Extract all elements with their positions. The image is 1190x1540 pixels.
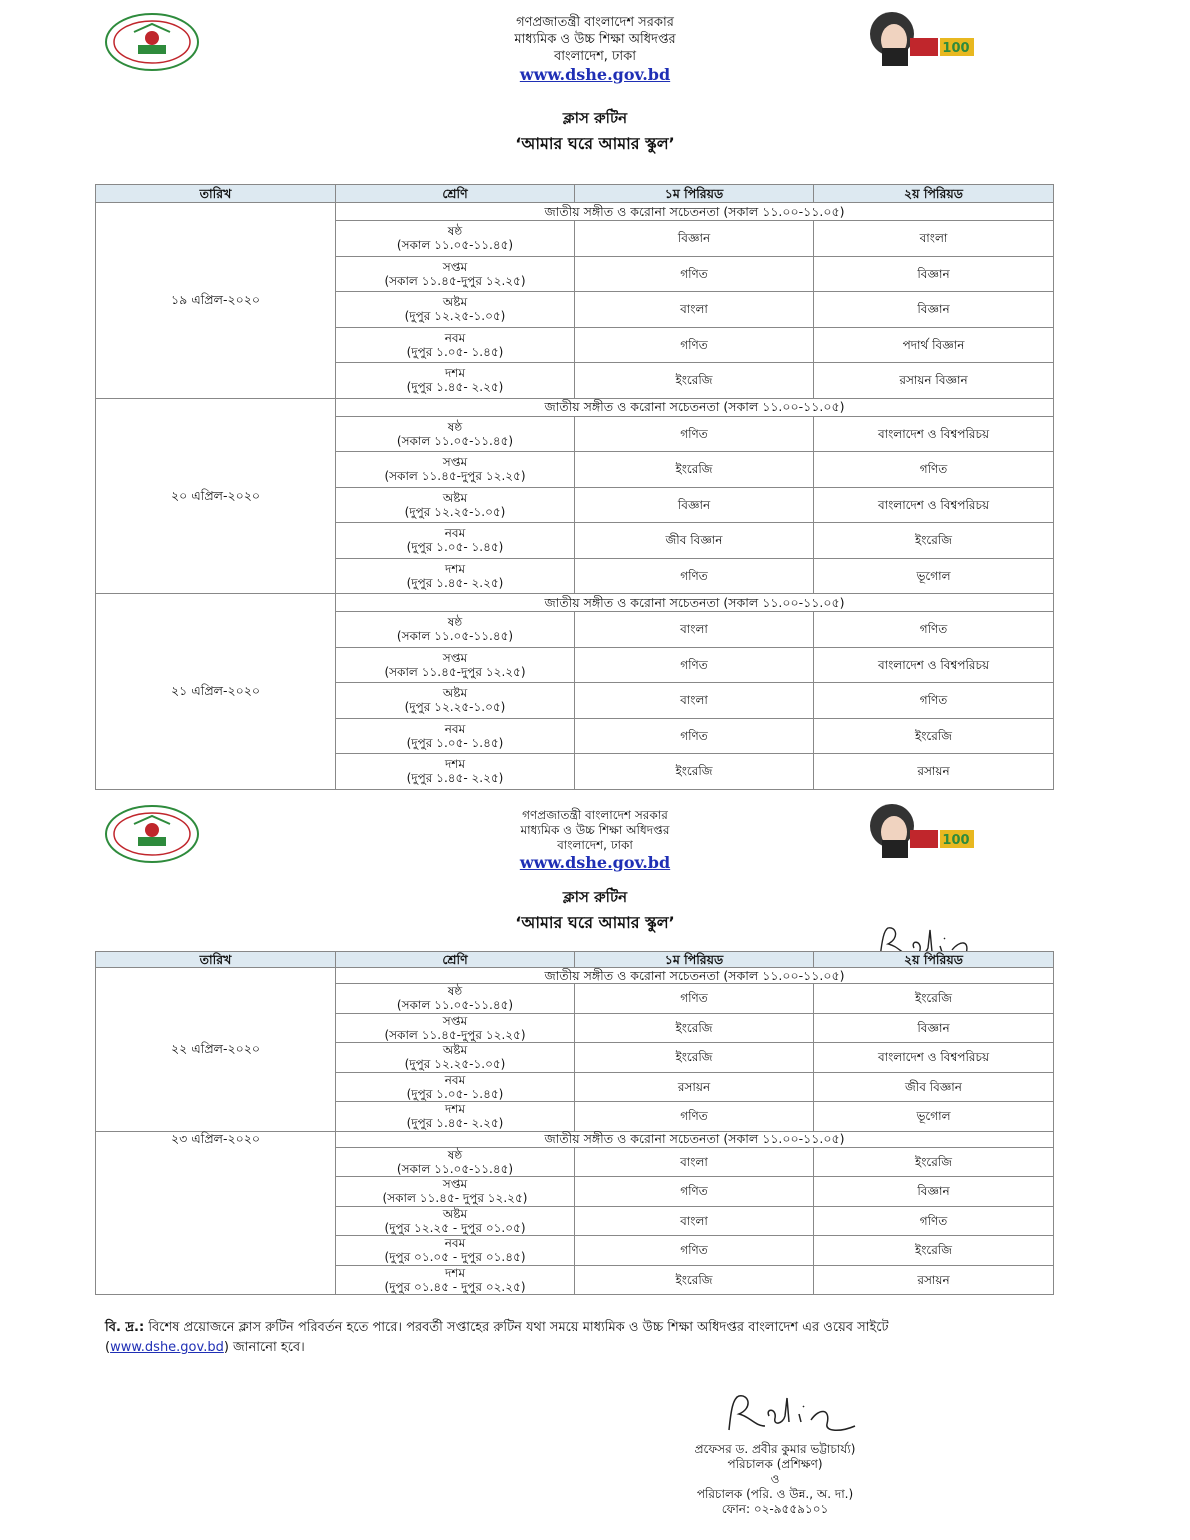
routine-table-2: [95, 951, 1054, 1295]
footnote-text-1: বিশেষ প্রয়োজনে ক্লাস রুটিন পরিবর্তন হতে পারে। পরবর্তী সপ্তাহের রুটিন যথা সময়ে মাধ্যমিক ও উচ্চ শিক্ষা অধিদপ্তর বাংলাদেশ এর ওয়েব সাইটে (: [105, 1320, 889, 1355]
table-header-row: [96, 952, 1054, 968]
signatory-phone: ফোন: ০২-৯৫৫৯১০১: [721, 1502, 829, 1516]
class-cell: [336, 718, 575, 754]
class-cell: [336, 416, 575, 452]
period-1-cell: গণিত: [575, 1236, 814, 1266]
period-1-cell: ইংরেজি: [575, 452, 814, 488]
period-2-cell: বাংলাদেশ ও বিশ্বপরিচয়: [814, 416, 1054, 452]
period-1-cell: বাংলা: [575, 1206, 814, 1236]
period-2-cell: রসায়ন বিজ্ঞান: [814, 363, 1054, 399]
class-time: (সকাল ১১.০৫-১১.৪৫): [396, 433, 514, 448]
date-cell: ২৩ এপ্রিল-২০২০: [96, 1131, 336, 1295]
gov-line3: বাংলাদেশ, ঢাকা: [557, 838, 633, 852]
class-cell: [336, 523, 575, 559]
period-2-cell: বিজ্ঞান: [814, 292, 1054, 328]
footnote-text-2: ) জানানো হবে।: [223, 1340, 305, 1355]
period-2-cell: ভূগোল: [814, 558, 1054, 594]
gov-line1: গণপ্রজাতন্ত্রী বাংলাদেশ সরকার: [522, 808, 668, 822]
class-time: (সকাল ১১.০৫-১১.৪৫): [396, 1161, 514, 1176]
date-cell: ২১ এপ্রিল-২০২০: [96, 594, 336, 790]
svg-text:100: 100: [942, 41, 970, 56]
class-time: (দুপুর ১২.২৫-১.০৫): [404, 700, 506, 715]
class-name: দশম: [444, 366, 466, 381]
signatory-block: [560, 1442, 990, 1517]
table-row: [96, 968, 1054, 984]
class-cell: [336, 1265, 575, 1295]
period-1-cell: গণিত: [575, 984, 814, 1014]
period-1-cell: ইংরেজি: [575, 1013, 814, 1043]
svg-text:100: 100: [942, 833, 970, 848]
class-name: ষষ্ঠ: [447, 615, 463, 630]
period-1-cell: বাংলা: [575, 683, 814, 719]
class-time: (দুপুর ১২.২৫ - দুপুর ০১.০৫): [384, 1220, 526, 1235]
class-cell: [336, 292, 575, 328]
period-2-cell: বাংলাদেশ ও বিশ্বপরিচয়: [814, 1043, 1054, 1073]
class-time: (দুপুর ১২.২৫-১.০৫): [404, 1057, 506, 1072]
anthem-cell: জাতীয় সঙ্গীত ও করোনা সচেতনতা (সকাল ১১.০০-১১.০৫): [336, 594, 1054, 612]
period-2-cell: বিজ্ঞান: [814, 1177, 1054, 1207]
period-2-cell: পদার্থ বিজ্ঞান: [814, 327, 1054, 363]
class-time: (দুপুর ০১.০৫ - দুপুর ০১.৪৫): [384, 1250, 526, 1265]
column-header: ১ম পিরিয়ড: [575, 952, 814, 968]
gov-line3: বাংলাদেশ, ঢাকা: [553, 49, 637, 64]
class-cell: [336, 1147, 575, 1177]
class-name: নবম: [444, 1072, 466, 1087]
class-time: (সকাল ১১.০৫-১১.৪৫): [396, 629, 514, 644]
class-cell: [336, 754, 575, 790]
class-time: (দুপুর ১২.২৫-১.০৫): [404, 309, 506, 324]
footnote-prefix: বি. দ্র.:: [105, 1320, 145, 1335]
class-cell: [336, 647, 575, 683]
class-time: (সকাল ১১.৪৫-দুপুর ১২.২৫): [384, 273, 526, 288]
period-2-cell: ইংরেজি: [814, 1147, 1054, 1177]
table-header-row: [96, 185, 1054, 203]
class-name: সপ্তম: [442, 455, 468, 470]
class-cell: [336, 256, 575, 292]
class-name: দশম: [444, 757, 466, 772]
class-cell: [336, 487, 575, 523]
class-time: (দুপুর ০১.৪৫ - দুপুর ০২.২৫): [384, 1279, 526, 1294]
column-header: তারিখ: [96, 952, 336, 968]
class-cell: [336, 1043, 575, 1073]
anthem-cell: জাতীয় সঙ্গীত ও করোনা সচেতনতা (সকাল ১১.০০-১১.০৫): [336, 203, 1054, 221]
class-time: (দুপুর ১.৪৫- ২.২৫): [406, 380, 504, 395]
period-1-cell: বিজ্ঞান: [575, 221, 814, 257]
class-name: অষ্টম: [442, 686, 468, 701]
date-cell: ১৯ এপ্রিল-২০২০: [96, 203, 336, 399]
anthem-cell: জাতীয় সঙ্গীত ও করোনা সচেতনতা (সকাল ১১.০০-১১.০৫): [336, 1131, 1054, 1147]
class-cell: [336, 1072, 575, 1102]
class-cell: [336, 327, 575, 363]
period-1-cell: ইংরেজি: [575, 1043, 814, 1073]
class-time: (দুপুর ১.০৫- ১.৪৫): [406, 735, 504, 750]
column-header: তারিখ: [96, 185, 336, 203]
period-1-cell: ইংরেজি: [575, 363, 814, 399]
gov-line2: মাধ্যমিক ও উচ্চ শিক্ষা অধিদপ্তর: [514, 32, 676, 47]
date-cell: ২২ এপ্রিল-২০২০: [96, 968, 336, 1132]
class-cell: [336, 221, 575, 257]
class-time: (সকাল ১১.০৫-১১.৪৫): [396, 238, 514, 253]
period-1-cell: গণিত: [575, 416, 814, 452]
signatory-role-2: পরিচালক (পরি. ও উন্ন., অ. দা.): [696, 1487, 854, 1501]
period-1-cell: বাংলা: [575, 1147, 814, 1177]
class-time: (সকাল ১১.০৫-১১.৪৫): [396, 998, 514, 1013]
period-2-cell: গণিত: [814, 452, 1054, 488]
class-time: (দুপুর ১.৪৫- ২.২৫): [406, 575, 504, 590]
routine-title: ক্লাস রুটিন: [562, 109, 628, 127]
class-time: (দুপুর ১.০৫- ১.৪৫): [406, 344, 504, 359]
period-1-cell: বিজ্ঞান: [575, 487, 814, 523]
column-header: শ্রেণি: [336, 952, 575, 968]
class-name: ষষ্ঠ: [447, 224, 463, 239]
class-name: নবম: [444, 330, 466, 345]
gov-line1: গণপ্রজাতন্ত্রী বাংলাদেশ সরকার: [516, 15, 674, 30]
class-name: সপ্তম: [442, 1013, 468, 1028]
period-1-cell: ইংরেজি: [575, 1265, 814, 1295]
period-1-cell: গণিত: [575, 1102, 814, 1132]
anthem-cell: জাতীয় সঙ্গীত ও করোনা সচেতনতা (সকাল ১১.০০-১১.০৫): [336, 968, 1054, 984]
class-cell: [336, 363, 575, 399]
gov-line2: মাধ্যমিক ও উচ্চ শিক্ষা অধিদপ্তর: [520, 823, 670, 837]
mujib-100-logo-icon: [864, 796, 979, 860]
class-name: সপ্তম: [442, 1177, 468, 1192]
class-name: ষষ্ঠ: [447, 984, 463, 999]
class-time: (সকাল ১১.৪৫-দুপুর ১২.২৫): [384, 664, 526, 679]
signatory-and: ও: [770, 1472, 780, 1486]
class-cell: [336, 1177, 575, 1207]
period-2-cell: রসায়ন: [814, 754, 1054, 790]
class-name: দশম: [444, 561, 466, 576]
class-name: নবম: [444, 526, 466, 541]
routine-subtitle: ‘আমার ঘরে আমার স্কুল’: [515, 134, 675, 153]
class-name: অষ্টম: [442, 490, 468, 505]
class-cell: [336, 1236, 575, 1266]
class-name: দশম: [444, 1265, 466, 1280]
class-time: (দুপুর ১২.২৫-১.০৫): [404, 504, 506, 519]
signature-icon: [715, 1386, 865, 1438]
column-header: ২য় পিরিয়ড: [814, 952, 1054, 968]
period-1-cell: গণিত: [575, 718, 814, 754]
period-2-cell: ইংরেজি: [814, 1236, 1054, 1266]
period-2-cell: ইংরেজি: [814, 984, 1054, 1014]
titles-1: [0, 106, 1190, 158]
class-time: (দুপুর ১.৪৫- ২.২৫): [406, 771, 504, 786]
class-name: ষষ্ঠ: [447, 1147, 463, 1162]
routine-table-1: [95, 184, 1054, 790]
class-time: (সকাল ১১.৪৫-দুপুর ১২.২৫): [384, 1027, 526, 1042]
period-1-cell: গণিত: [575, 1177, 814, 1207]
period-2-cell: বিজ্ঞান: [814, 1013, 1054, 1043]
class-time: (দুপুর ১.০৫- ১.৪৫): [406, 1086, 504, 1101]
table-row: [96, 1131, 1054, 1147]
class-cell: [336, 1013, 575, 1043]
website-link[interactable]: www.dshe.gov.bd: [519, 853, 671, 872]
titles-2: [0, 885, 1190, 937]
period-2-cell: রসায়ন: [814, 1265, 1054, 1295]
footnote-link[interactable]: www.dshe.gov.bd: [110, 1340, 224, 1355]
period-2-cell: ভূগোল: [814, 1102, 1054, 1132]
date-cell: ২০ এপ্রিল-২০২০: [96, 398, 336, 594]
period-2-cell: গণিত: [814, 683, 1054, 719]
class-cell: [336, 984, 575, 1014]
column-header: ১ম পিরিয়ড: [575, 185, 814, 203]
period-2-cell: ইংরেজি: [814, 718, 1054, 754]
footnote: [105, 1318, 1005, 1358]
class-name: অষ্টম: [442, 295, 468, 310]
routine-title: ক্লাস রুটিন: [562, 888, 628, 906]
period-1-cell: গণিত: [575, 647, 814, 683]
class-cell: [336, 558, 575, 594]
period-1-cell: বাংলা: [575, 612, 814, 648]
class-cell: [336, 452, 575, 488]
period-2-cell: বাংলা: [814, 221, 1054, 257]
mujib-100-logo-icon: [864, 4, 979, 68]
class-name: দশম: [444, 1102, 466, 1117]
period-1-cell: গণিত: [575, 256, 814, 292]
signatory-name: প্রফেসর ড. প্রবীর কুমার ভট্টাচার্য্য): [694, 1442, 856, 1456]
period-1-cell: গণিত: [575, 327, 814, 363]
class-cell: [336, 1206, 575, 1236]
class-name: অষ্টম: [442, 1206, 468, 1221]
class-cell: [336, 1102, 575, 1132]
class-name: অষ্টম: [442, 1043, 468, 1058]
column-header: ২য় পিরিয়ড: [814, 185, 1054, 203]
period-2-cell: গণিত: [814, 612, 1054, 648]
website-link[interactable]: www.dshe.gov.bd: [519, 65, 671, 84]
period-2-cell: বাংলাদেশ ও বিশ্বপরিচয়: [814, 647, 1054, 683]
class-name: সপ্তম: [442, 650, 468, 665]
period-1-cell: বাংলা: [575, 292, 814, 328]
period-2-cell: ইংরেজি: [814, 523, 1054, 559]
class-name: নবম: [444, 1236, 466, 1251]
table-row: [96, 594, 1054, 612]
table-row: [96, 398, 1054, 416]
class-time: (সকাল ১১.৪৫-দুপুর ১২.২৫): [384, 469, 526, 484]
class-name: সপ্তম: [442, 259, 468, 274]
period-2-cell: গণিত: [814, 1206, 1054, 1236]
period-1-cell: গণিত: [575, 558, 814, 594]
class-time: (দুপুর ১.০৫- ১.৪৫): [406, 540, 504, 555]
period-2-cell: বিজ্ঞান: [814, 256, 1054, 292]
period-1-cell: ইংরেজি: [575, 754, 814, 790]
anthem-cell: জাতীয় সঙ্গীত ও করোনা সচেতনতা (সকাল ১১.০০-১১.০৫): [336, 398, 1054, 416]
class-time: (দুপুর ১.৪৫- ২.২৫): [406, 1116, 504, 1131]
routine-subtitle: ‘আমার ঘরে আমার স্কুল’: [515, 913, 675, 932]
class-time: (সকাল ১১.৪৫- দুপুর ১২.২৫): [382, 1191, 528, 1206]
signatory-role-1: পরিচালক (প্রশিক্ষণ): [727, 1457, 823, 1471]
class-cell: [336, 683, 575, 719]
period-1-cell: রসায়ন: [575, 1072, 814, 1102]
period-1-cell: জীব বিজ্ঞান: [575, 523, 814, 559]
class-name: ষষ্ঠ: [447, 419, 463, 434]
column-header: শ্রেণি: [336, 185, 575, 203]
period-2-cell: বাংলাদেশ ও বিশ্বপরিচয়: [814, 487, 1054, 523]
class-cell: [336, 612, 575, 648]
table-row: [96, 203, 1054, 221]
header-1: [0, 8, 1190, 108]
class-name: নবম: [444, 721, 466, 736]
period-2-cell: জীব বিজ্ঞান: [814, 1072, 1054, 1102]
